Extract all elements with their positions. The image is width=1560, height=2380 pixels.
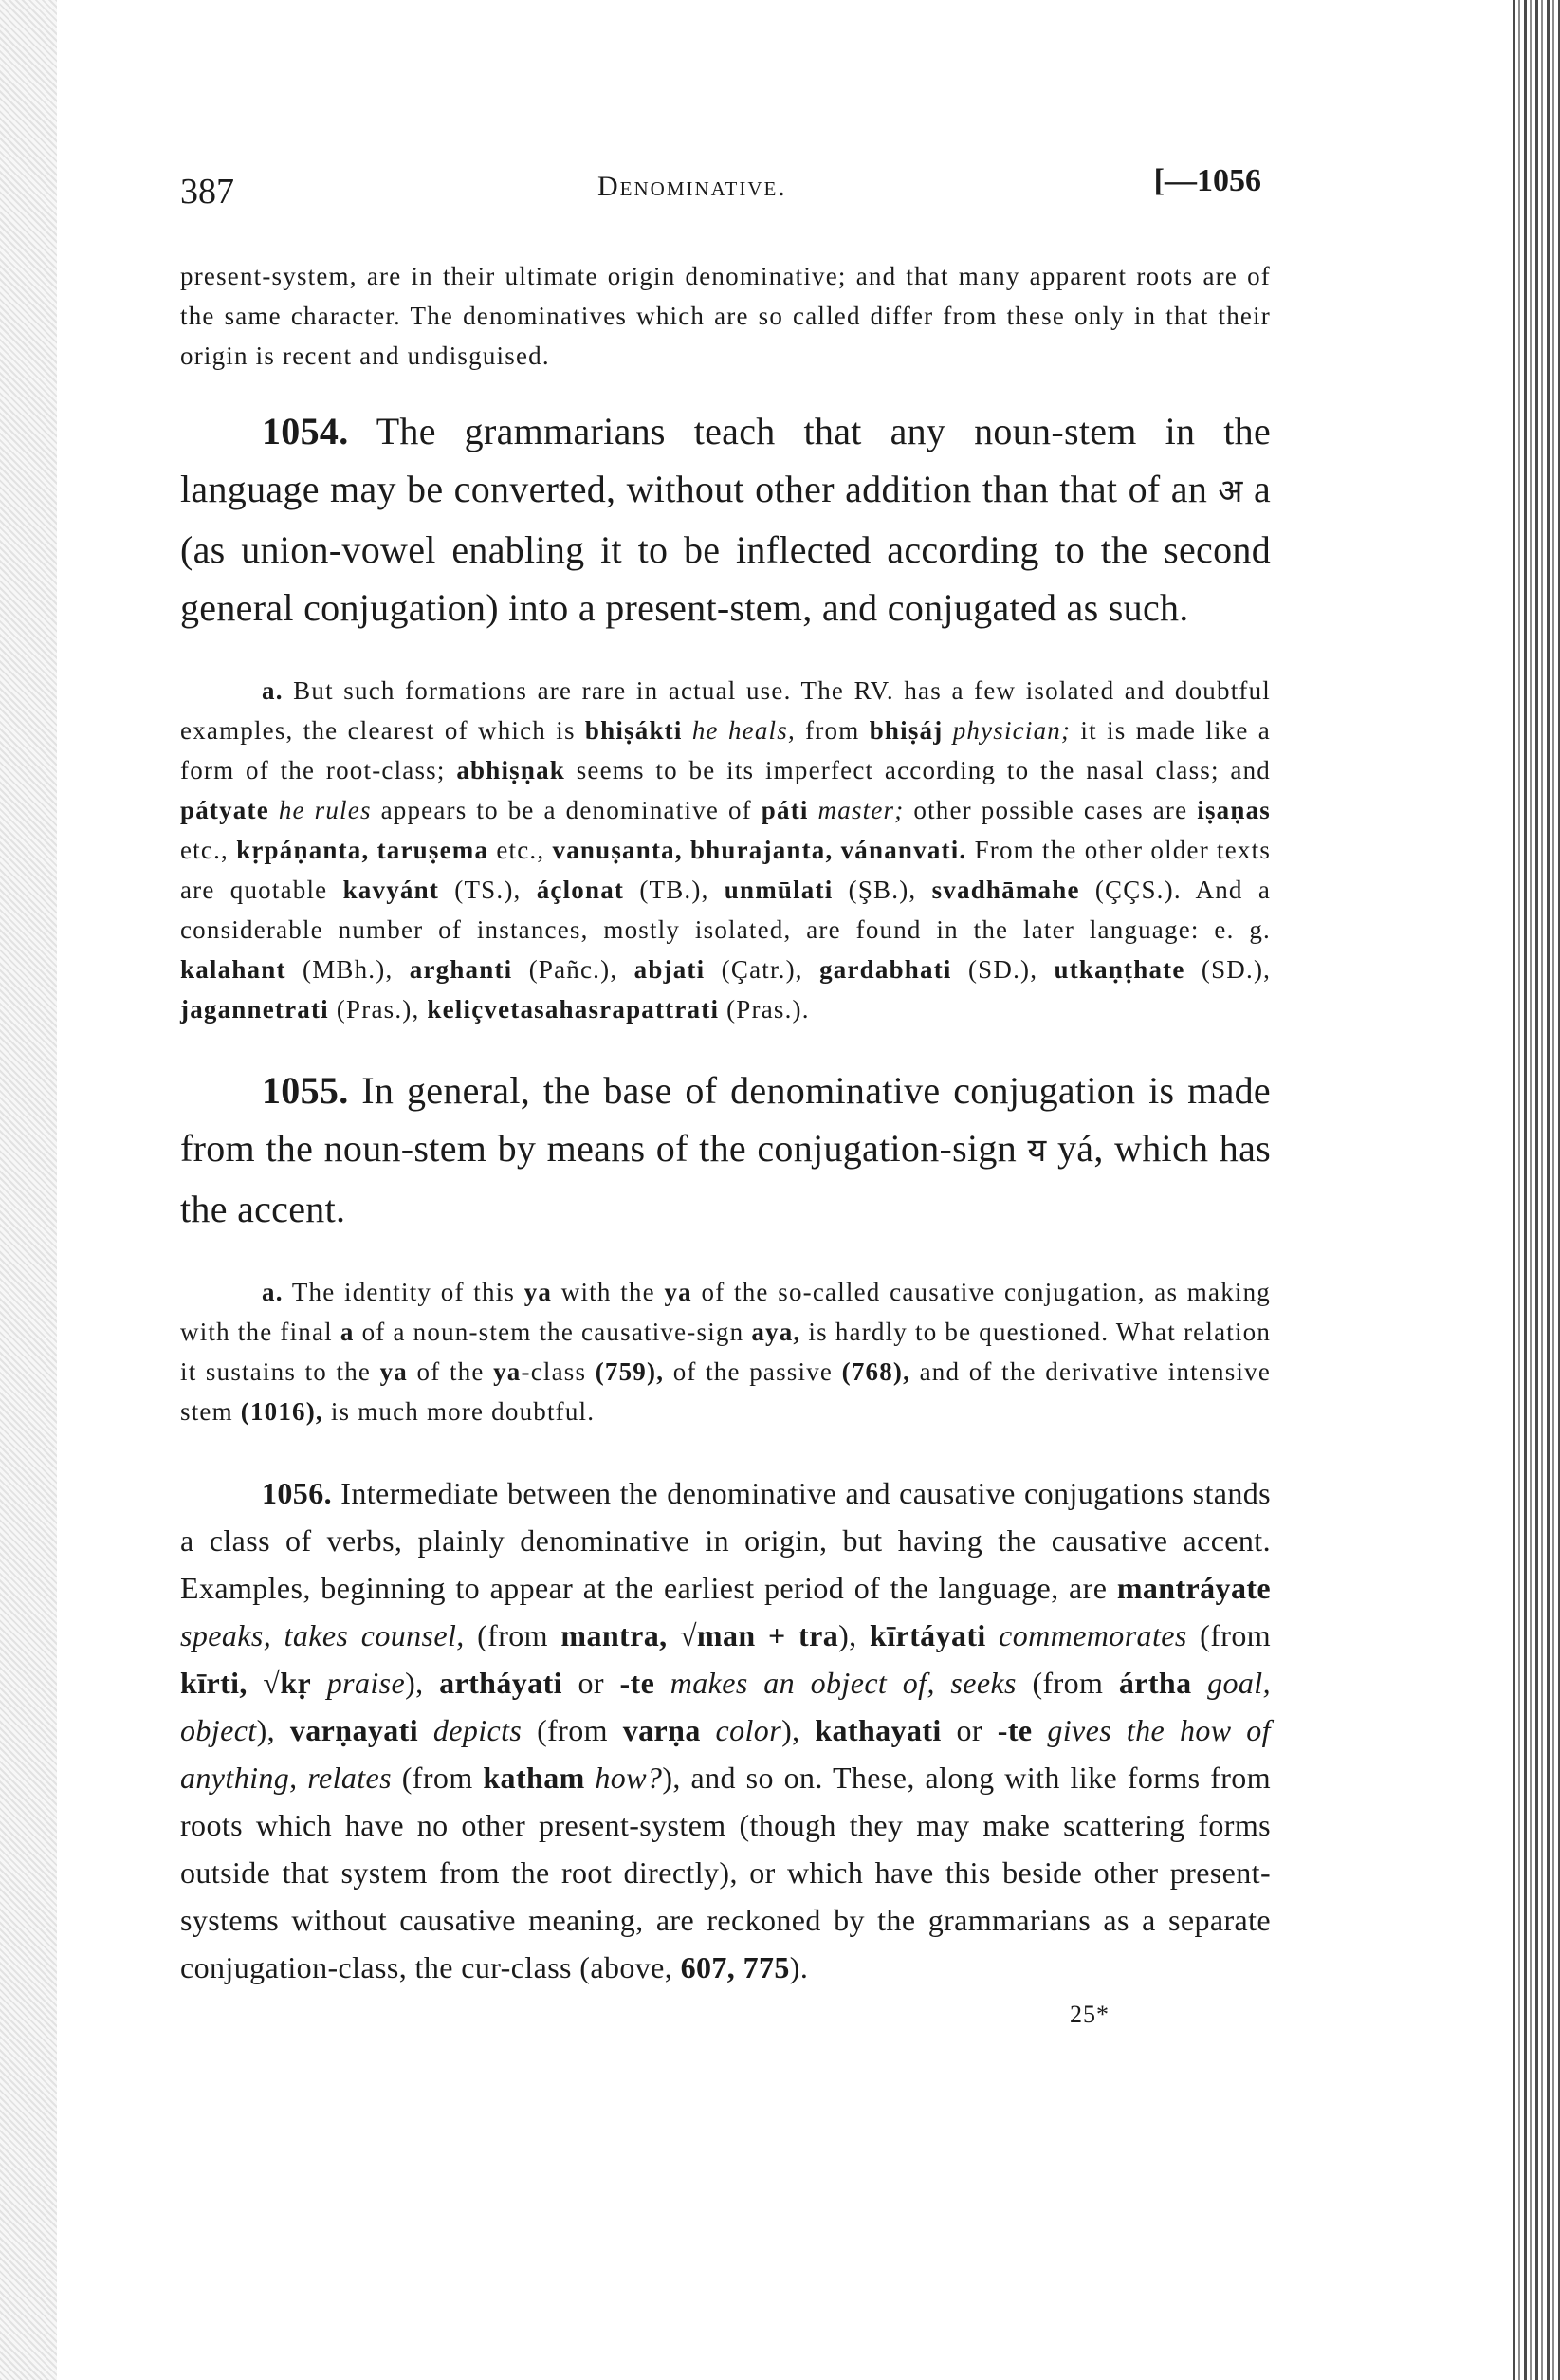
text: or (956, 1713, 982, 1747)
text: (from (477, 1618, 548, 1652)
text: ), (405, 1666, 424, 1700)
text: (from (1200, 1618, 1272, 1652)
signature-mark: 25* (1070, 2001, 1110, 2028)
scan-edge-left (0, 0, 57, 2380)
text: ), (256, 1713, 276, 1747)
text: In general, the base of denominative conjugation is made from the noun-stem by means of the conjugation-sign (180, 1069, 1271, 1170)
section-1056 (180, 1469, 1271, 1991)
text: (Pras.), (336, 995, 420, 1024)
sanskrit-word: pátyate (180, 796, 269, 824)
sanskrit-word: mantra, √man + tra (560, 1618, 839, 1652)
text: is hardly to be questioned. What relation it sustains to the (180, 1318, 1272, 1386)
section-number: 1056. (262, 1476, 332, 1510)
text: etc., (180, 836, 229, 864)
text: The grammarians teach that any noun-stem in the language may be converted, without other addition than that of an (180, 410, 1271, 510)
sanskrit-word: a (340, 1318, 355, 1346)
section-range: [—1056 (1153, 163, 1261, 198)
sanskrit-word: aya, (751, 1318, 801, 1346)
sanskrit-word: keliçvetasahasrapattrati (427, 995, 720, 1024)
gloss: he rules (278, 796, 372, 824)
text: ), and so on. These, along with like forms from roots which have no other present-system (though they may make scattering forms outside that system from the root directly), or which have this beside other present-systems without causative meaning, are reckoned by the grammarians as a separate conjugation-class, the cur-class (above, (180, 1761, 1272, 1984)
sanskrit-word: kīrti, √kṛ (180, 1666, 312, 1700)
text: (from (401, 1761, 473, 1795)
sanskrit-word: -te (997, 1713, 1033, 1747)
text: (ŞB.), (848, 876, 917, 904)
text: from (805, 716, 860, 745)
section-1054-note-a (180, 671, 1271, 1029)
gloss: color (715, 1713, 782, 1747)
cross-reference: (1016), (240, 1397, 323, 1426)
sanskrit-word: -te (619, 1666, 655, 1700)
text: (Pras.). (726, 995, 810, 1024)
sanskrit-word: abhiṣṇak (456, 756, 565, 784)
gloss: commemorates (999, 1618, 1187, 1652)
gloss: makes an object of, seeks (670, 1666, 1017, 1700)
cross-reference: 607, 775 (680, 1950, 790, 1984)
cross-reference: (768), (841, 1357, 911, 1386)
text: etc., (496, 836, 545, 864)
gloss: physician; (952, 716, 1072, 745)
sanskrit-word: kavyánt (342, 876, 440, 904)
text: (from (1032, 1666, 1104, 1700)
section-number: 1055. (262, 1069, 349, 1112)
text: a (as union-vowel enabling it to be inflected according to the second general conjugation) into a present-stem, and conjugated as such. (180, 468, 1272, 629)
sanskrit-word: arghanti (409, 955, 513, 984)
section-1054 (180, 402, 1271, 637)
sanskrit-word: iṣaṇas (1197, 796, 1271, 824)
text: of the so-called causative conjugation, as making with the final (180, 1278, 1271, 1346)
sanskrit-word: jagannetrati (180, 995, 329, 1024)
sanskrit-word: kṛpáṇanta, taruṣema (236, 836, 489, 864)
devanagari-letter: य (1027, 1134, 1047, 1169)
page-number: 387 (180, 172, 234, 212)
book-page (180, 142, 1271, 2029)
text: (ÇÇS.). And a considerable number of instances, mostly isolated, are found in the later language: e. g. (180, 876, 1272, 944)
sanskrit-word: unmūlati (724, 876, 834, 904)
text: yá, which has the accent. (180, 1127, 1271, 1230)
sanskrit-word: svadhāmahe (931, 876, 1080, 904)
sanskrit-word: ártha (1118, 1666, 1192, 1700)
sanskrit-word: vanuṣanta, bhurajanta, vánanvati. (552, 836, 967, 864)
text: it is made like a form of the root-class; (180, 716, 1271, 784)
text: seems to be its imperfect according to the nasal class; and (576, 756, 1271, 784)
text: is much more doubtful. (330, 1397, 596, 1426)
text: (Çatr.), (721, 955, 803, 984)
sanskrit-word: páti (761, 796, 809, 824)
intro-paragraph: present-system, are in their ultimate origin denominative; and that many apparent roots are of the same character. The denominatives which are so called differ from these only in that their origin is recent and undisguised. (180, 262, 1271, 370)
cross-reference: (759), (595, 1357, 665, 1386)
sanskrit-word: utkaṇṭhate (1054, 955, 1185, 984)
text: -class (521, 1357, 587, 1386)
gloss: depicts (432, 1713, 523, 1747)
text: ), (781, 1713, 800, 1747)
sanskrit-word: ya (379, 1357, 409, 1386)
sanskrit-word: ya (493, 1357, 522, 1386)
text: (TB.), (639, 876, 709, 904)
text: of a noun-stem the causative-sign (361, 1318, 744, 1346)
devanagari-letter: अ (1218, 474, 1243, 509)
gloss: speaks, takes counsel, (180, 1618, 465, 1652)
note-label: a. (262, 676, 284, 705)
sanskrit-word: áçlonat (536, 876, 625, 904)
gloss: goal, object (180, 1666, 1271, 1747)
text: ), (838, 1618, 857, 1652)
sanskrit-word: gardabhati (819, 955, 952, 984)
text: (MBh.), (303, 955, 394, 984)
sanskrit-word: kīrtáyati (870, 1618, 986, 1652)
gloss: master; (817, 796, 905, 824)
note-label: a. (262, 1278, 284, 1306)
section-number: 1054. (262, 410, 349, 452)
text: of the (416, 1357, 485, 1386)
sanskrit-word: abjati (633, 955, 706, 984)
sanskrit-word: artháyati (439, 1666, 562, 1700)
sanskrit-word: katham (483, 1761, 585, 1795)
text: (TS.), (454, 876, 522, 904)
sanskrit-word: bhiṣáj (869, 716, 944, 745)
gloss: gives the how of anything, relates (180, 1713, 1271, 1795)
sanskrit-word: varṇa (622, 1713, 701, 1747)
scan-edge-right (1513, 0, 1560, 2380)
text: The identity of this (291, 1278, 516, 1306)
text: (Pañc.), (528, 955, 618, 984)
text: Intermediate between the denominative and causative conjugations stands a class of verbs, plainly denominative in origin, but having the causative accent. Examples, beginning to appear at the earliest period of the language, are (180, 1476, 1271, 1605)
sanskrit-word: mantráyate (1116, 1571, 1272, 1605)
sanskrit-word: varṇayati (289, 1713, 419, 1747)
text: (SD.), (1201, 955, 1272, 984)
sanskrit-word: kathayati (815, 1713, 942, 1747)
text: From the other older texts are quotable (180, 836, 1272, 904)
text: of the passive (672, 1357, 834, 1386)
gloss: praise (326, 1666, 406, 1700)
text: or (578, 1666, 604, 1700)
gloss: he heals, (691, 716, 796, 745)
page-header (180, 142, 1271, 212)
gloss: how? (595, 1761, 663, 1795)
text: and of the derivative intensive stem (180, 1357, 1272, 1426)
text: ). (789, 1950, 809, 1984)
sanskrit-word: kalahant (180, 955, 286, 984)
text: (from (537, 1713, 608, 1747)
text: But such formations are rare in actual use. The RV. has a few isolated and doubtful examples, the clearest of which is (180, 676, 1271, 745)
sanskrit-word: ya (523, 1278, 553, 1306)
sanskrit-word: ya (664, 1278, 692, 1306)
text: other possible cases are (913, 796, 1188, 824)
text: with the (560, 1278, 655, 1306)
sanskrit-word: bhiṣákti (584, 716, 683, 745)
section-1055 (180, 1061, 1271, 1238)
section-1055-note-a (180, 1272, 1271, 1431)
running-head: Denominative. (597, 171, 787, 202)
text: (SD.), (967, 955, 1038, 984)
text: appears to be a denominative of (380, 796, 752, 824)
